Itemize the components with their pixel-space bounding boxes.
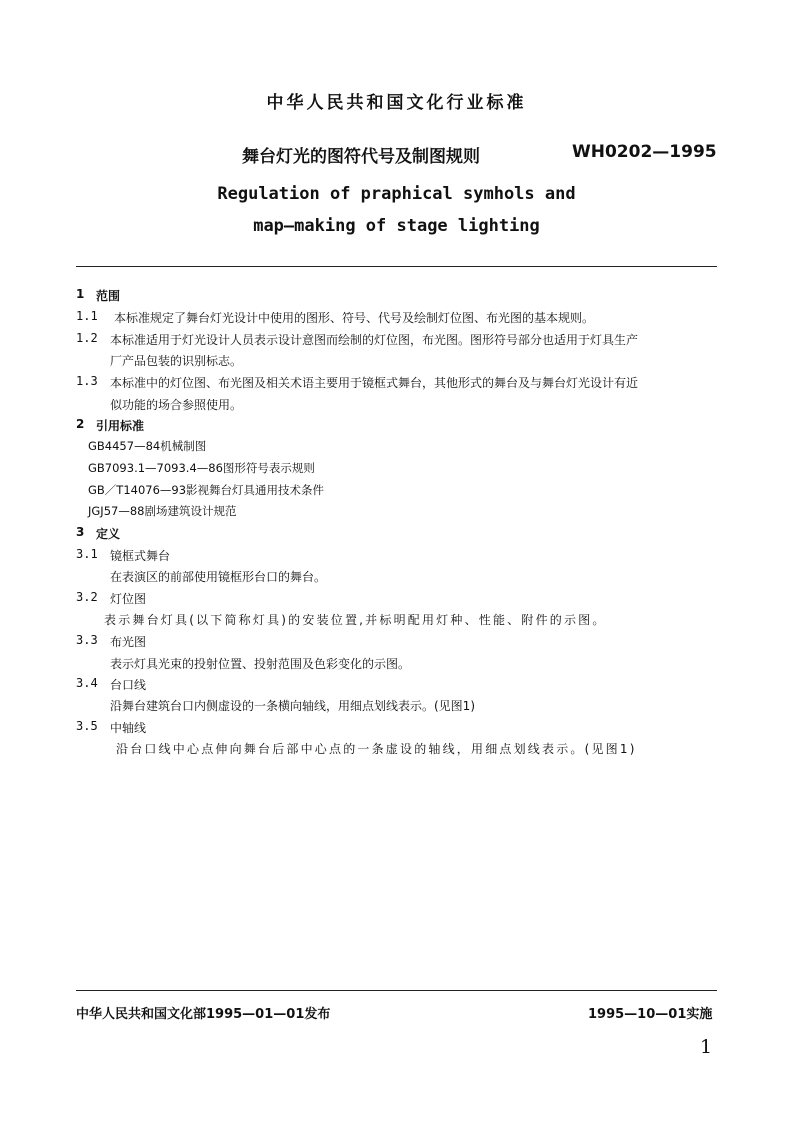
definition-text: 表示舞台灯具(以下简称灯具)的安装位置,并标明配用灯种、性能、附件的示图。: [104, 613, 607, 627]
reference-standard: GB7093.1—7093.4—86图形符号表示规则: [88, 461, 315, 475]
definition-term: 镜框式舞台: [110, 549, 171, 563]
section-1-heading: 范围: [96, 289, 121, 303]
document-code: WH0202—1995: [572, 142, 717, 162]
reference-standard: GB／T14076—93影视舞台灯具通用技术条件: [88, 483, 325, 497]
clause-text: 本标准适用于灯光设计人员表示设计意图而绘制的灯位图，布光图。图形符号部分也适用于灯具生产: [110, 333, 639, 347]
definition-term: 台口线: [110, 678, 147, 692]
section-1-number: 1: [76, 287, 85, 301]
definition-text: 沿台口线中心点伸向舞台后部中心点的一条虚设的轴线，用细点划线表示。(见图1): [116, 742, 637, 756]
definition-term: 布光图: [110, 635, 147, 649]
section-2-number: 2: [76, 417, 85, 431]
definition-term: 中轴线: [110, 721, 147, 735]
definition-number: 3.2: [76, 590, 98, 604]
definition-term: 灯位图: [110, 592, 147, 606]
standard-category-title: 中华人民共和国文化行业标准: [266, 93, 527, 113]
document-title: 舞台灯光的图符代号及制图规则: [242, 147, 480, 167]
clause-number: 1.1: [76, 309, 98, 323]
clause-text-continuation: 似功能的场合参照使用。: [110, 398, 243, 412]
english-title-line-1: Regulation of praphical symhols and: [217, 184, 576, 204]
page-number: 1: [700, 1036, 713, 1058]
definition-number: 3.1: [76, 547, 98, 561]
footer-divider: [76, 990, 717, 991]
section-3-heading: 定义: [96, 527, 121, 541]
clause-text: 本标准规定了舞台灯光设计中使用的图形、符号、代号及绘制灯位图、布光图的基本规则。: [114, 311, 595, 325]
definition-text: 表示灯具光束的投射位置、投射范围及色彩变化的示图。: [110, 657, 411, 671]
clause-number: 1.3: [76, 374, 98, 388]
clause-text: 本标准中的灯位图、布光图及相关术语主要用于镜框式舞台，其他形式的舞台及与舞台灯光设计有近: [110, 376, 639, 390]
reference-standard: GB4457—84机械制图: [88, 439, 207, 453]
clause-number: 1.2: [76, 331, 98, 345]
english-title-line-2: map—making of stage lighting: [253, 216, 540, 236]
definition-text: 在表演区的前部使用镜框形台口的舞台。: [110, 570, 327, 584]
effective-date: 1995—10—01实施: [588, 1007, 713, 1022]
definition-number: 3.3: [76, 633, 98, 647]
reference-standard: JGJ57—88剧场建筑设计规范: [88, 504, 237, 518]
definition-text: 沿舞台建筑台口内侧虚设的一条横向轴线，用细点划线表示。(见图1): [110, 699, 476, 713]
clause-text-continuation: 厂产品包装的识别标志。: [110, 354, 243, 368]
issuing-authority: 中华人民共和国文化部1995—01—01发布: [76, 1007, 331, 1022]
definition-number: 3.4: [76, 676, 98, 690]
section-3-number: 3: [76, 525, 85, 539]
section-2-heading: 引用标准: [96, 419, 145, 433]
definition-number: 3.5: [76, 719, 98, 733]
header-divider: [76, 266, 717, 267]
